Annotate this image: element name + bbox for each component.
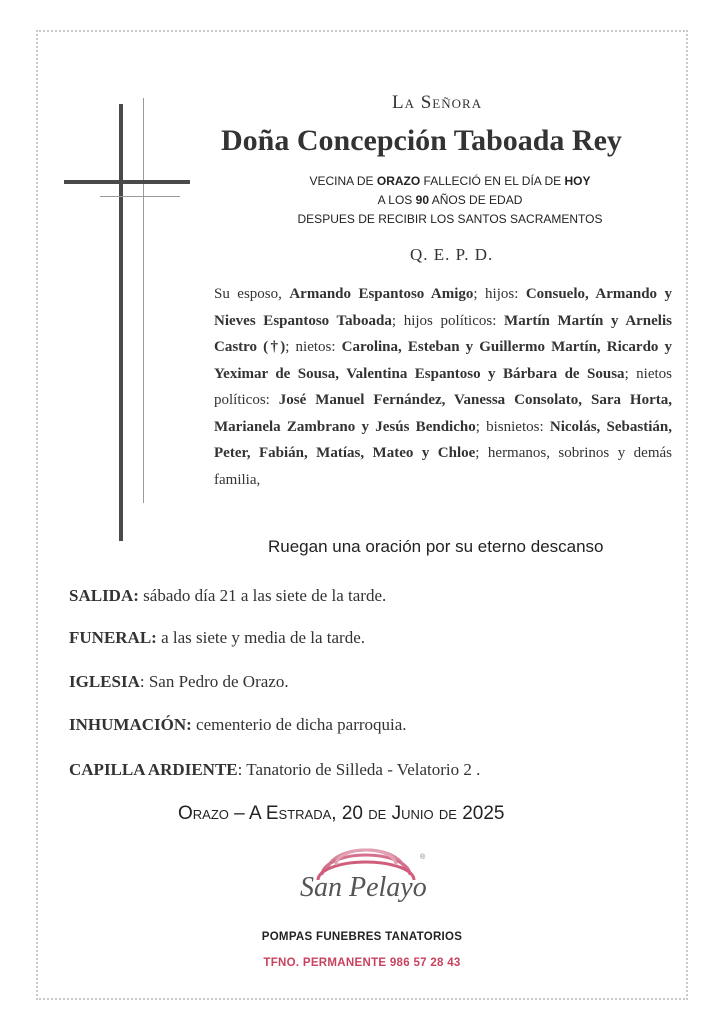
detail-salida xyxy=(69,586,386,606)
family-text: ; hijos políticos: xyxy=(391,312,505,329)
cross-vertical-bar xyxy=(119,104,123,541)
family-text: ; hijos: xyxy=(473,286,526,302)
deceased-name: Doña Concepción Taboada Rey xyxy=(221,124,622,157)
cross-horizontal-bar xyxy=(64,180,190,184)
detail-value: a las siete y media de la tarde. xyxy=(156,628,366,647)
cross-vertical-shadow xyxy=(143,98,144,503)
info-line-3: DESPUES DE RECIBIR LOS SANTOS SACRAMENTOS xyxy=(297,212,603,226)
place-date: Orazo – A Estrada, 20 de Junio de 2025 xyxy=(178,803,505,824)
info-place: ORAZO xyxy=(376,174,421,188)
info-line-2 xyxy=(280,193,620,207)
family-text: ; nietos políticos: xyxy=(214,365,672,408)
detail-capilla xyxy=(69,760,480,780)
family-children: Consuelo, Armando y Nieves Espantoso Taboada xyxy=(214,286,672,329)
family-paragraph xyxy=(214,281,672,493)
info-text: AÑOS DE EDAD xyxy=(429,193,523,207)
family-text: ; hermanos, sobrinos y demás familia, xyxy=(214,445,672,488)
detail-label: CAPILLA ARDIENTE xyxy=(69,760,238,779)
detail-label: IGLESIA xyxy=(69,672,140,691)
info-text: A LOS xyxy=(377,193,416,207)
logo-wordmark: San Pelayo xyxy=(300,872,427,903)
detail-value: sábado día 21 a las siete de la tarde. xyxy=(138,586,387,605)
qepd: Q. E. P. D. xyxy=(410,245,494,264)
family-text: ; nietos: xyxy=(285,339,342,355)
family-grandchildren-in-law: José Manuel Fernández, Vanessa Consolato, Sara Horta, Marianela Zambrano y Jesús Bendicho xyxy=(214,392,672,435)
cross-horizontal-shadow xyxy=(100,196,180,197)
header-label: La Señora xyxy=(392,92,483,113)
detail-inhumacion xyxy=(69,715,407,735)
info-text: VECINA DE xyxy=(309,174,377,188)
info-text: FALLECIÓ EN EL DÍA DE xyxy=(420,174,565,188)
info-day: HOY xyxy=(564,174,591,188)
family-spouse: Armando Espantoso Amigo xyxy=(289,286,474,302)
prayer-text: Ruegan una oración por su eterno descanso xyxy=(268,537,604,556)
family-text: ; bisnietos: xyxy=(475,418,550,435)
detail-value: : San Pedro de Orazo. xyxy=(139,672,289,691)
info-age: 90 xyxy=(415,193,430,207)
detail-value: : Tanatorio de Silleda - Velatorio 2 . xyxy=(237,760,481,779)
detail-label: FUNERAL: xyxy=(69,628,157,647)
info-line-1 xyxy=(280,174,620,188)
family-children-in-law: Martín Martín y Arnelis Castro (†) xyxy=(214,312,672,355)
company-name: POMPAS FUNEBRES TANATORIOS xyxy=(261,931,463,943)
family-grandchildren: Carolina, Esteban y Guillermo Martín, Ricardo y Yeximar de Sousa, Valentina Espantoso y Bárbara de Sousa xyxy=(214,339,672,382)
detail-label: SALIDA: xyxy=(69,586,139,605)
phone-number: TFNO. PERMANENTE 986 57 28 43 xyxy=(263,957,461,969)
detail-label: INHUMACIÓN: xyxy=(69,715,192,734)
family-text: Su esposo, xyxy=(214,286,290,302)
detail-funeral xyxy=(69,628,365,648)
detail-value: cementerio de dicha parroquia. xyxy=(191,715,407,734)
registered-mark: ® xyxy=(420,854,426,861)
family-great-grandchildren: Nicolás, Sebastián, Peter, Fabián, Matías, Mateo y Chloe xyxy=(214,418,672,461)
detail-iglesia xyxy=(69,672,289,692)
